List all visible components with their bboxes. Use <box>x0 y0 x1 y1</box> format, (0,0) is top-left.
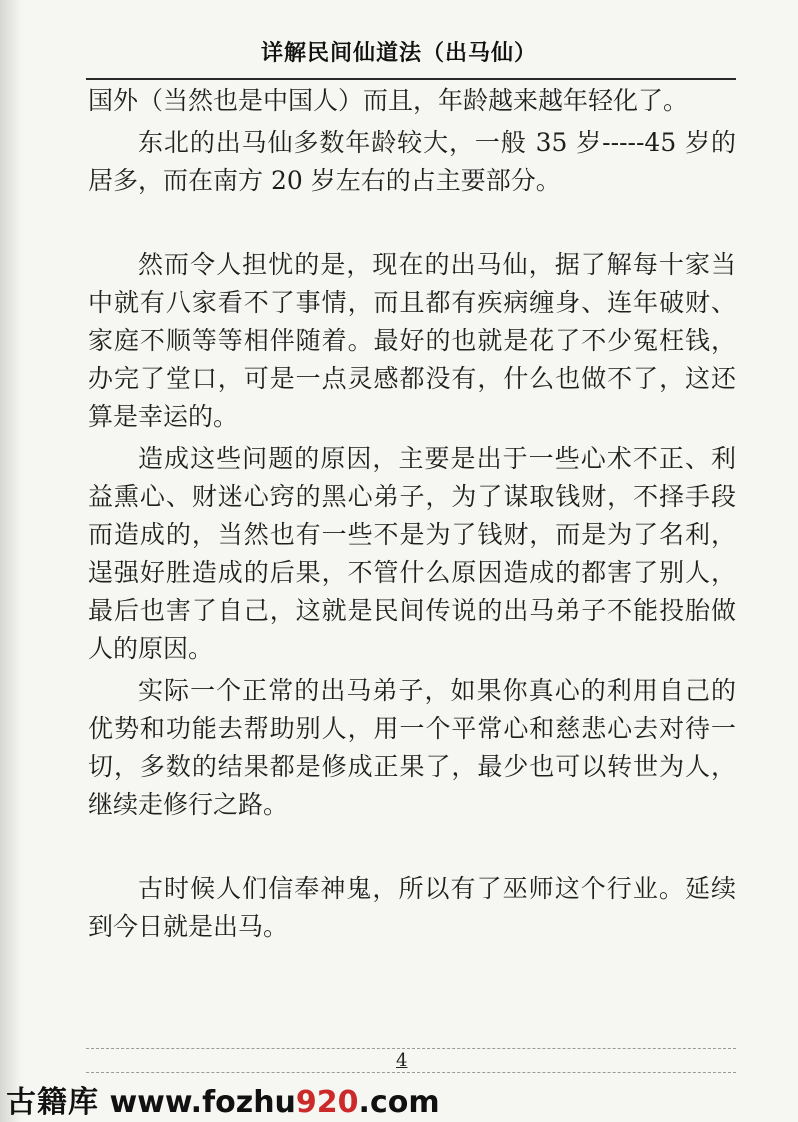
paragraph-6: 古时候人们信奉神鬼，所以有了巫师这个行业。延续到今日就是出马。 <box>88 874 736 941</box>
running-header-title: 详解民间仙道法（出马仙） <box>260 41 537 66</box>
header-rule <box>86 78 736 80</box>
footer-rule-bottom <box>86 1072 736 1073</box>
watermark-site-name: 古籍库 <box>6 1085 99 1120</box>
page-number: 4 <box>396 1050 408 1071</box>
paragraph-2: 东北的出马仙多数年龄较大，一般 35 岁-----45 岁的居多，而在南方 20 岁左右的占主要部分。 <box>88 128 736 195</box>
watermark-url-number: 920 <box>295 1085 359 1120</box>
paragraph-1: 国外（当然也是中国人）而且，年龄越来越年轻化了。 <box>88 86 689 115</box>
footer-rule-top <box>86 1048 736 1049</box>
watermark-url-prefix: www.fozhu <box>109 1085 296 1120</box>
watermark-url-suffix: .com <box>358 1085 440 1120</box>
body-text <box>88 82 736 946</box>
paragraph-3: 然而令人担忧的是，现在的出马仙，据了解每十家当中就有八家看不了事情，而且都有疾病缠身、连年破财、家庭不顺等等相伴随着。最好的也就是花了不少冤枉钱，办完了堂口，可是一点灵感都没有，什么也做不了，这还算是幸运的。 <box>88 250 736 431</box>
site-watermark <box>6 1077 440 1121</box>
page-edge-shadow <box>0 0 22 1122</box>
paragraph-4: 造成这些问题的原因，主要是出于一些心术不正、利益熏心、财迷心窍的黑心弟子，为了谋取钱财，不择手段而造成的，当然也有一些不是为了钱财，而是为了名利，逞强好胜造成的后果，不管什么原因造成的都害了别人，最后也害了自己，这就是民间传说的出马弟子不能投胎做人的原因。 <box>88 444 736 663</box>
paragraph-5: 实际一个正常的出马弟子，如果你真心的利用自己的优势和功能去帮助别人，用一个平常心和慈悲心去对待一切，多数的结果都是修成正果了，最少也可以转世为人，继续走修行之路。 <box>88 676 736 819</box>
